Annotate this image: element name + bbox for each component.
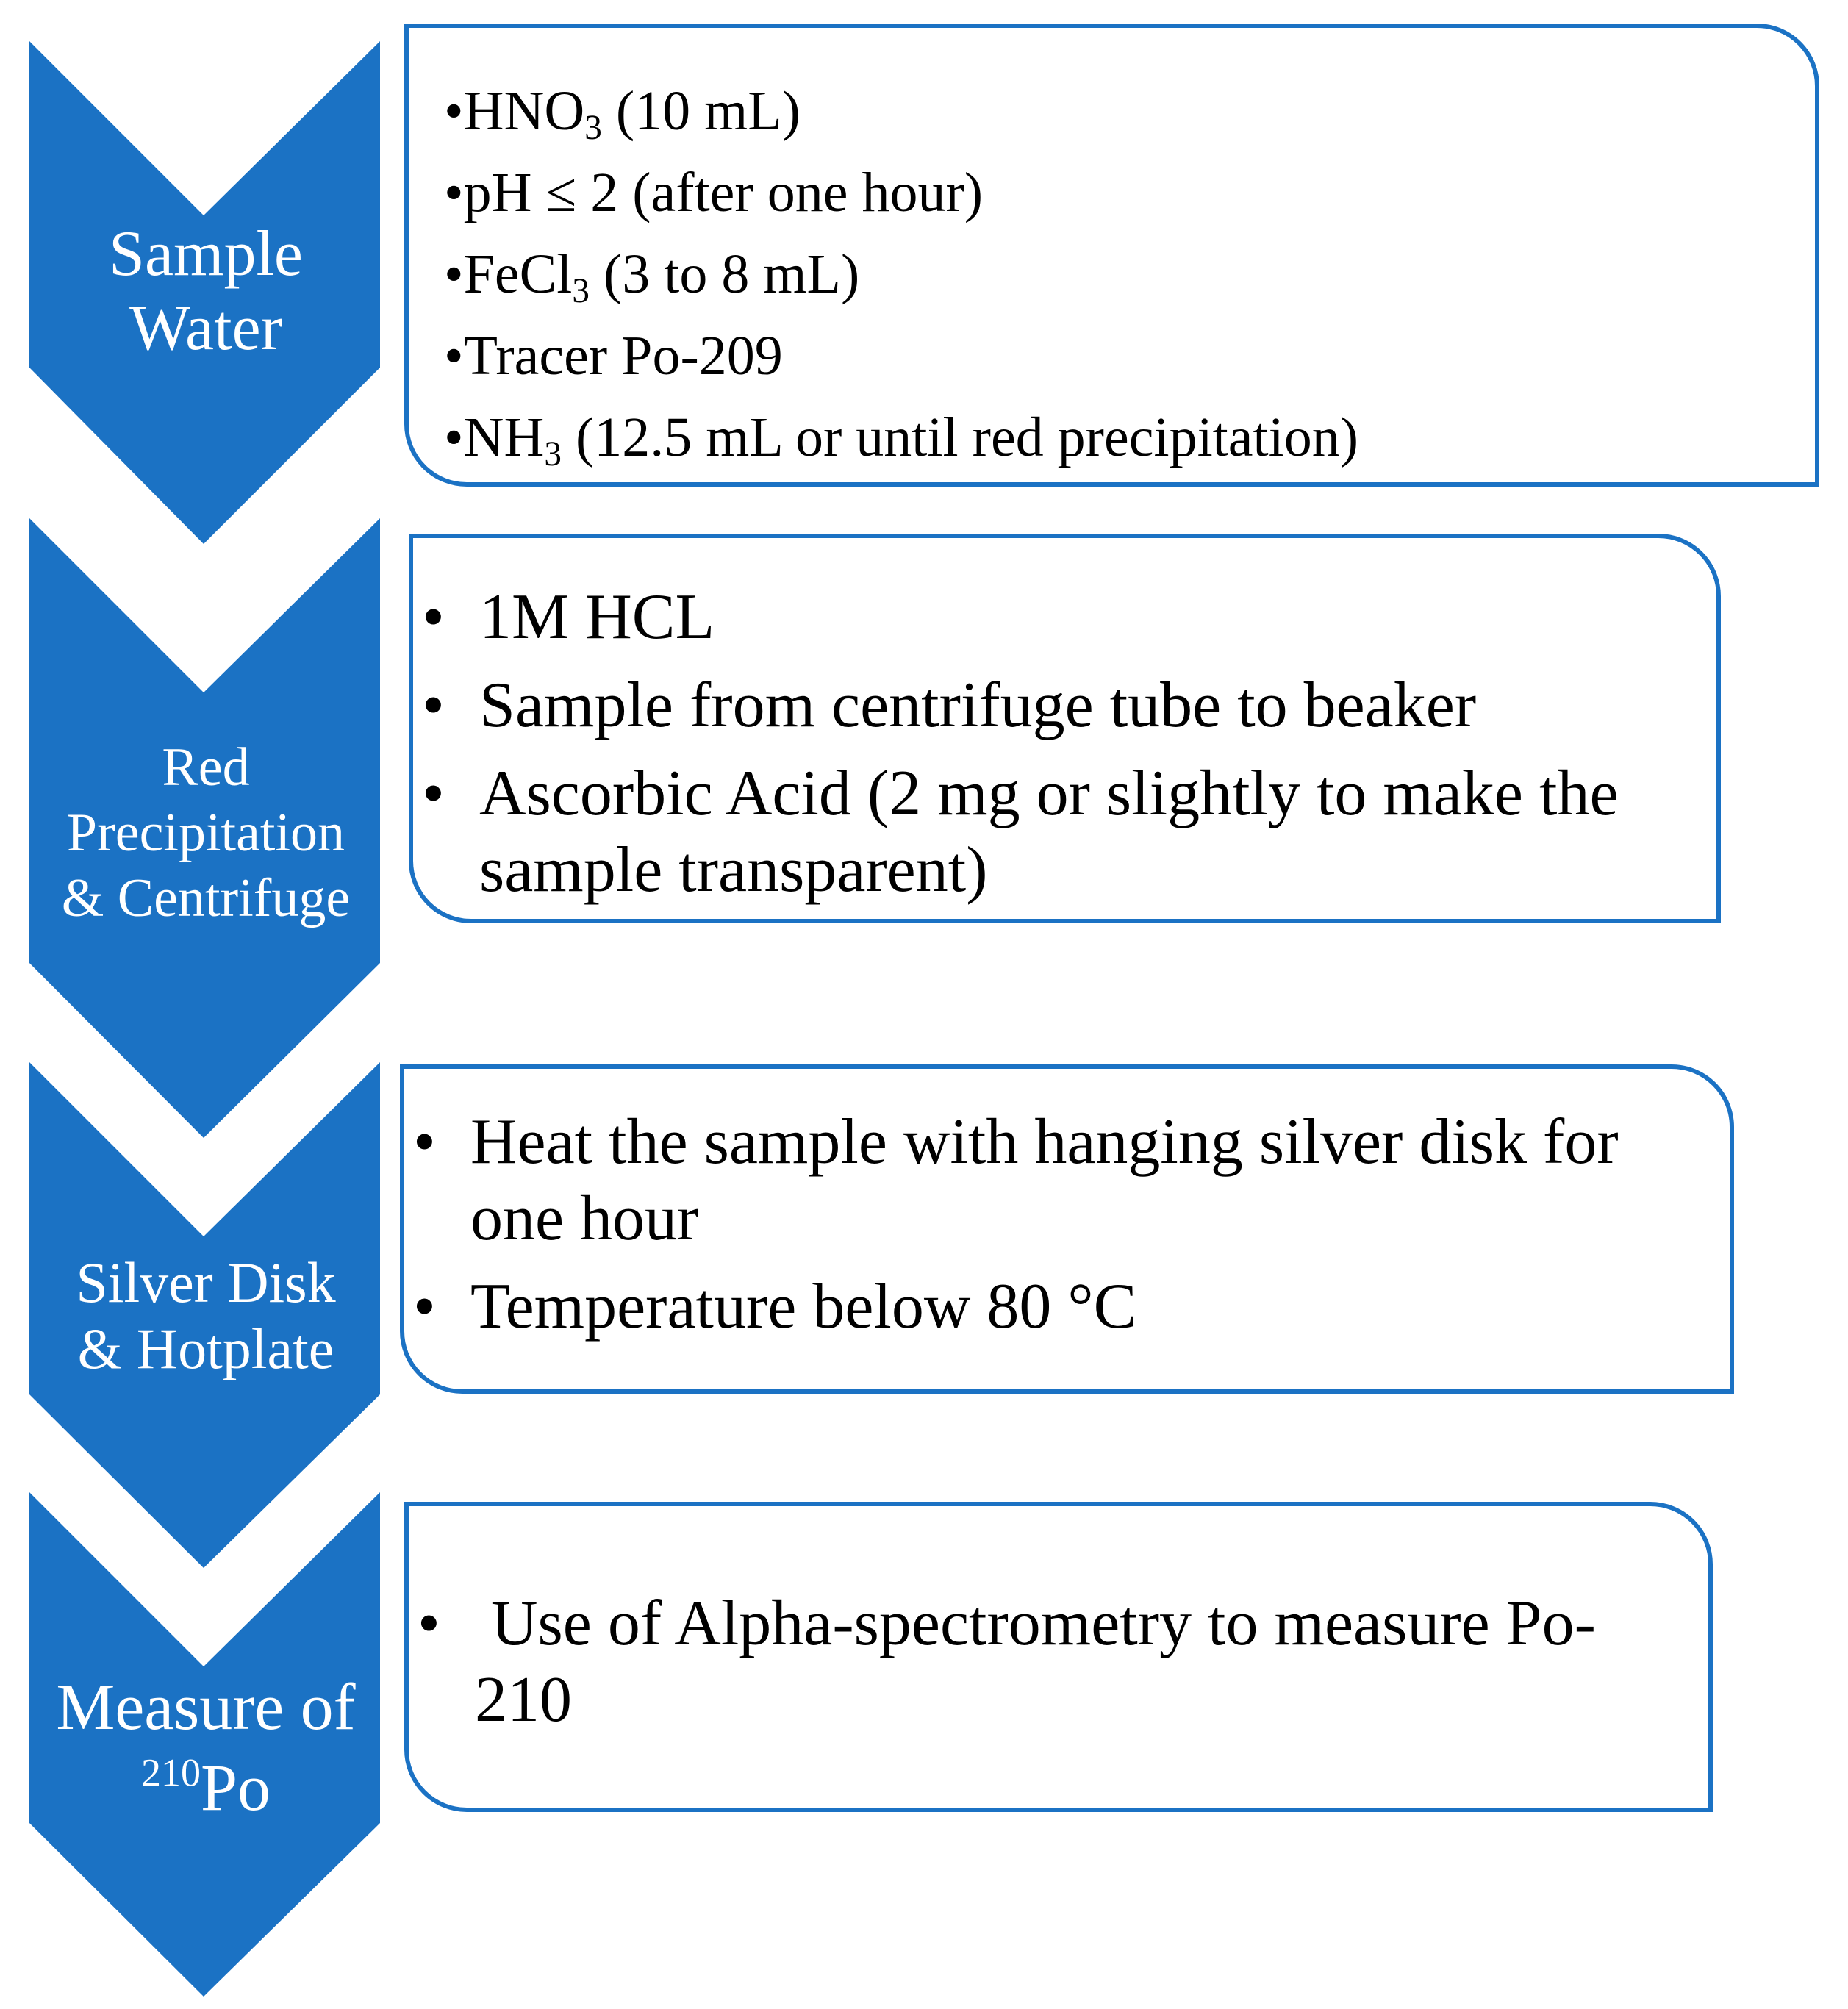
step-1-details-panel bbox=[404, 24, 1819, 487]
bullet-icon: • bbox=[418, 1588, 440, 1659]
step-3-label-line-1: Silver Disk bbox=[76, 1250, 336, 1314]
list-item: • 1M HCL bbox=[413, 579, 1687, 656]
step-3-details-panel bbox=[400, 1064, 1734, 1394]
step-2-label-line-3: & Centrifuge bbox=[61, 867, 351, 928]
step-3-details-list bbox=[404, 1104, 1700, 1345]
step-4-details-list bbox=[409, 1586, 1664, 1738]
isotope-mass-number: 210 bbox=[140, 1750, 201, 1795]
step-2-details-panel bbox=[409, 534, 1721, 923]
bullet-icon: • bbox=[413, 1271, 436, 1342]
bullet-icon: • bbox=[422, 758, 445, 829]
element-symbol: Po bbox=[200, 1751, 271, 1824]
list-item: • Heat the sample with hanging silver disk for one hour bbox=[404, 1104, 1700, 1257]
step-4-label bbox=[29, 1667, 382, 1829]
bullet-icon: • bbox=[422, 670, 445, 741]
list-item: • Use of Alpha-spectrometry to measure Po-210 bbox=[409, 1586, 1664, 1738]
reagent-item: •pH ≤ 2 (after one hour) bbox=[444, 162, 984, 223]
step-4-details-panel bbox=[404, 1502, 1713, 1812]
step-3-label bbox=[29, 1250, 382, 1381]
list-item: • Sample from centrifuge tube to beaker bbox=[413, 667, 1687, 744]
step-4-label-line-1: Measure of bbox=[56, 1671, 356, 1744]
step-2-details-list bbox=[413, 579, 1687, 909]
step-1-label bbox=[29, 217, 382, 365]
step-2-label-line-2: Precipitation bbox=[66, 802, 345, 863]
bullet-icon: • bbox=[422, 581, 445, 653]
reagent-item: $•HNO_3$ (10 mL) bbox=[444, 80, 801, 148]
step-2-label-line-1: Red bbox=[162, 737, 250, 798]
step-3-label-line-2: & Hotplate bbox=[77, 1316, 334, 1380]
reagent-item: $•NH_3$ (12.5 mL or until red precipitation) bbox=[444, 407, 1359, 474]
step-1-label-line-1: Sample bbox=[109, 218, 303, 290]
step-1-label-line-2: Water bbox=[129, 293, 282, 365]
step-2-label bbox=[29, 735, 382, 931]
reagent-item: •FeCl$_3$ (3 to 8 mL) bbox=[444, 243, 860, 311]
bullet-icon: • bbox=[413, 1106, 436, 1178]
list-item: • Ascorbic Acid (2 mg or slightly to make the sample transparent) bbox=[413, 756, 1687, 909]
step-1-details-list bbox=[444, 71, 1815, 479]
step-4-label-line-2 bbox=[29, 1748, 382, 1829]
reagent-item: •Tracer Po-209 bbox=[444, 325, 783, 387]
list-item: • Temperature below 80 °C bbox=[404, 1269, 1700, 1345]
